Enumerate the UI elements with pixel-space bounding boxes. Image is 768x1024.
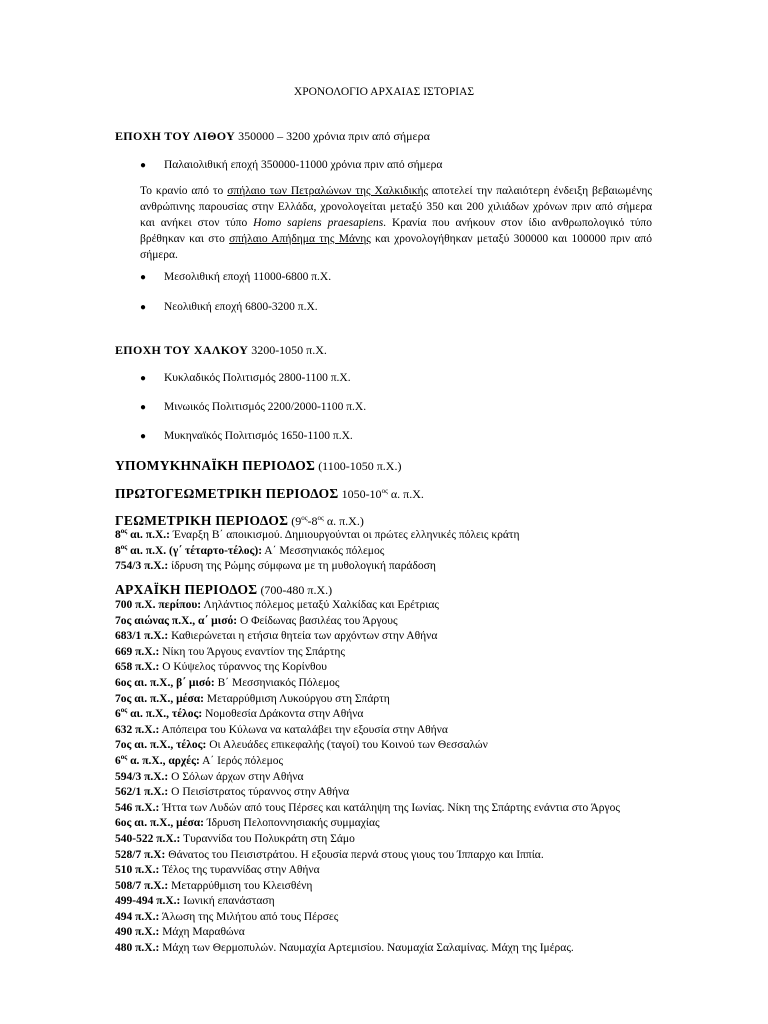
species-name: Homo sapiens praesapiens bbox=[253, 217, 384, 229]
bullet-icon: ● bbox=[140, 272, 147, 283]
list-item: 669 π.Χ.: Νίκη του Άργους εναντίον της Σπάρτης bbox=[115, 645, 345, 658]
list-item: 594/3 π.Χ.: Ο Σόλων άρχων στην Αθήνα bbox=[115, 770, 304, 783]
bullet-icon: ● bbox=[140, 373, 147, 384]
list-item: 658 π.Χ.: Ο Κύψελος τύραννος της Κορίνθου bbox=[115, 661, 327, 674]
list-item: 508/7 π.Χ.: Μεταρρύθμιση του Κλεισθένη bbox=[115, 879, 313, 892]
section-stone-age bbox=[115, 129, 430, 144]
link-apidima-cave[interactable]: σπήλαιο Απήδημα της Μάνης bbox=[229, 233, 371, 245]
archaic-entries bbox=[115, 598, 655, 957]
list-item: 7ος αι. π.Χ., τέλος: Οι Αλευάδες επικεφαλής (ταγοί) του Κοινού των Θεσσαλών bbox=[115, 739, 488, 752]
list-item: 562/1 π.Χ.: Ο Πεισίστρατος τύραννος στην Αθήνα bbox=[115, 786, 350, 799]
section-geometric bbox=[115, 513, 364, 529]
section-range: 3200-1050 π.Χ. bbox=[248, 343, 327, 357]
section-heading: ΥΠΟΜΥΚΗΝΑΪΚΗ ΠΕΡΙΟΔΟΣ bbox=[115, 458, 316, 473]
list-item: 7ος αιώνας π.Χ., α΄ μισό: Ο Φείδωνας βασιλέας του Άργους bbox=[115, 614, 398, 627]
list-item: 632 π.Χ.: Απόπειρα του Κύλωνα να καταλάβει την εξουσία στην Αθήνα bbox=[115, 723, 448, 736]
bullet-icon: ● bbox=[140, 431, 147, 442]
list-item: ● Κυκλαδικός Πολιτισμός 2800-1100 π.Χ. bbox=[140, 372, 351, 384]
list-item: $6^{o\varsigma}$ α. π.Χ., αρχές: Α΄ Ιερός πόλεμος bbox=[115, 753, 284, 767]
list-item: ● Μυκηναϊκός Πολιτισμός 1650-1100 π.Χ. bbox=[140, 430, 353, 442]
list-item: 499-494 π.Χ.: Ιωνική επανάσταση bbox=[115, 895, 275, 908]
list-item: ● Μεσολιθική εποχή 11000-6800 π.Χ. bbox=[140, 271, 332, 283]
geometric-entries bbox=[115, 528, 655, 575]
list-item: ● Παλαιολιθική εποχή 350000-11000 χρόνια πριν από σήμερα bbox=[140, 159, 443, 171]
list-item: 510 π.Χ.: Τέλος της τυραννίδας στην Αθήνα bbox=[115, 864, 320, 877]
section-heading: ΕΠΟΧΗ ΤΟΥ ΧΑΛΚΟΥ bbox=[115, 343, 249, 357]
section-heading: ΠΡΩΤΟΓΕΩΜΕΤΡΙΚΗ ΠΕΡΙΟΔΟΣ bbox=[115, 486, 339, 501]
bullet-icon: ● bbox=[140, 302, 147, 313]
list-item: $8^{o\varsigma}$ αι. π.Χ.: Έναρξη Β΄ αποικισμού. Δημιουργούνται οι πρώτες ελληνικές πόλεις κράτη bbox=[115, 527, 520, 541]
section-archaic bbox=[115, 582, 332, 598]
list-item: 683/1 π.Χ.: Καθιερώνεται η ετήσια θητεία των αρχόντων στην Αθήνα bbox=[115, 630, 438, 643]
section-range: (700-480 π.Χ.) bbox=[257, 583, 333, 597]
list-item: ● Νεολιθική εποχή 6800-3200 π.Χ. bbox=[140, 301, 318, 313]
paragraph-skull: Το κρανίο από το σπήλαιο των Πετραλώνων της Χαλκιδικής αποτελεί την παλαιότερη ένδειξη βεβαιωμένης ανθρώπινης παρουσίας στην Ελλάδα, χρονολογείται μεταξύ 350 και 200 χιλιάδων χρόνων πριν από σήμερα και ανήκει στον τύπο Homo sapiens praesapiens. Κρανία που ανήκουν στον ίδιο ανθρωπολογικό τύπο βρέθηκαν και στο σπήλαιο Απήδημα της Μάνης και χρονολογήθηκαν μεταξύ 300000 και 100000 πριν από σήμερα. bbox=[140, 185, 652, 261]
section-bronze-age bbox=[115, 343, 327, 358]
list-item: 528/7 π.Χ: Θάνατος του Πεισιστράτου. Η εξουσία περνά στους γιους του Ίππαρχο και Ιππία. bbox=[115, 848, 544, 861]
document-title: ΧΡΟΝΟΛΟΓΙΟ ΑΡΧΑΙΑΣ ΙΣΤΟΡΙΑΣ bbox=[293, 86, 475, 98]
bullet-icon: ● bbox=[140, 402, 147, 413]
section-range: (1100-1050 π.Χ.) bbox=[315, 459, 402, 473]
section-range: $1050-10^{o\varsigma}$ α. π.Χ. bbox=[338, 487, 424, 501]
section-protogeometric bbox=[115, 486, 424, 502]
section-range: 350000 – 3200 χρόνια πριν από σήμερα bbox=[235, 129, 430, 143]
list-item: $8^{o\varsigma}$ αι. π.Χ. (γ΄ τέταρτο-τέλος): Α΄ Μεσσηνιακός πόλεμος bbox=[115, 542, 385, 557]
list-item: 6ος αι. π.Χ., β΄ μισό: Β΄ Μεσσηνιακός Πόλεμος bbox=[115, 676, 340, 689]
section-submycenaean bbox=[115, 458, 401, 474]
list-item: 754/3 π.Χ.: ίδρυση της Ρώμης σύμφωνα με τη μυθολογική παράδοση bbox=[115, 560, 436, 573]
list-item: 490 π.Χ.: Μάχη Μαραθώνα bbox=[115, 926, 245, 939]
section-heading: ΓΕΩΜΕΤΡΙΚΗ ΠΕΡΙΟΔΟΣ bbox=[115, 513, 289, 528]
section-heading: ΑΡΧΑΪΚΗ ΠΕΡΙΟΔΟΣ bbox=[115, 582, 258, 597]
list-item: ● Μινωικός Πολιτισμός 2200/2000-1100 π.Χ. bbox=[140, 401, 367, 413]
list-item: 7ος αι. π.Χ., μέσα: Μεταρρύθμιση Λυκούργου στη Σπάρτη bbox=[115, 692, 390, 705]
list-item: 480 π.Χ.: Μάχη των Θερμοπυλών. Ναυμαχία Αρτεμισίου. Ναυμαχία Σαλαμίνας. Μάχη της Ιμέρας. bbox=[115, 942, 574, 955]
list-item: 494 π.Χ.: Άλωση της Μιλήτου από τους Πέρσες bbox=[115, 910, 339, 923]
section-range: ($9^{o\varsigma}-8^{o\varsigma}$ α. π.Χ.) bbox=[288, 514, 364, 528]
section-heading: ΕΠΟΧΗ ΤΟΥ ΛΙΘΟΥ bbox=[115, 129, 236, 143]
list-item: 540-522 π.Χ.: Τυραννίδα του Πολυκράτη στη Σάμο bbox=[115, 832, 355, 845]
list-item: $6^{o\varsigma}$ αι. π.Χ., τέλος: Νομοθεσία Δράκοντα στην Αθήνα bbox=[115, 706, 364, 721]
link-petralona-cave[interactable]: σπήλαιο των Πετραλώνων της Χαλκιδικής bbox=[227, 185, 429, 197]
bullet-icon: ● bbox=[140, 160, 147, 171]
list-item: 6ος αι. π.Χ., μέσα: Ίδρυση Πελοποννησιακής συμμαχίας bbox=[115, 817, 380, 830]
list-item: 546 π.Χ.: Ήττα των Λυδών από τους Πέρσες και κατάληψη της Ιωνίας. Νίκη της Σπάρτης ενάντια στο Άργος bbox=[115, 801, 620, 814]
list-item: 700 π.Χ. περίπου: Ληλάντιος πόλεμος μεταξύ Χαλκίδας και Ερέτριας bbox=[115, 599, 439, 611]
